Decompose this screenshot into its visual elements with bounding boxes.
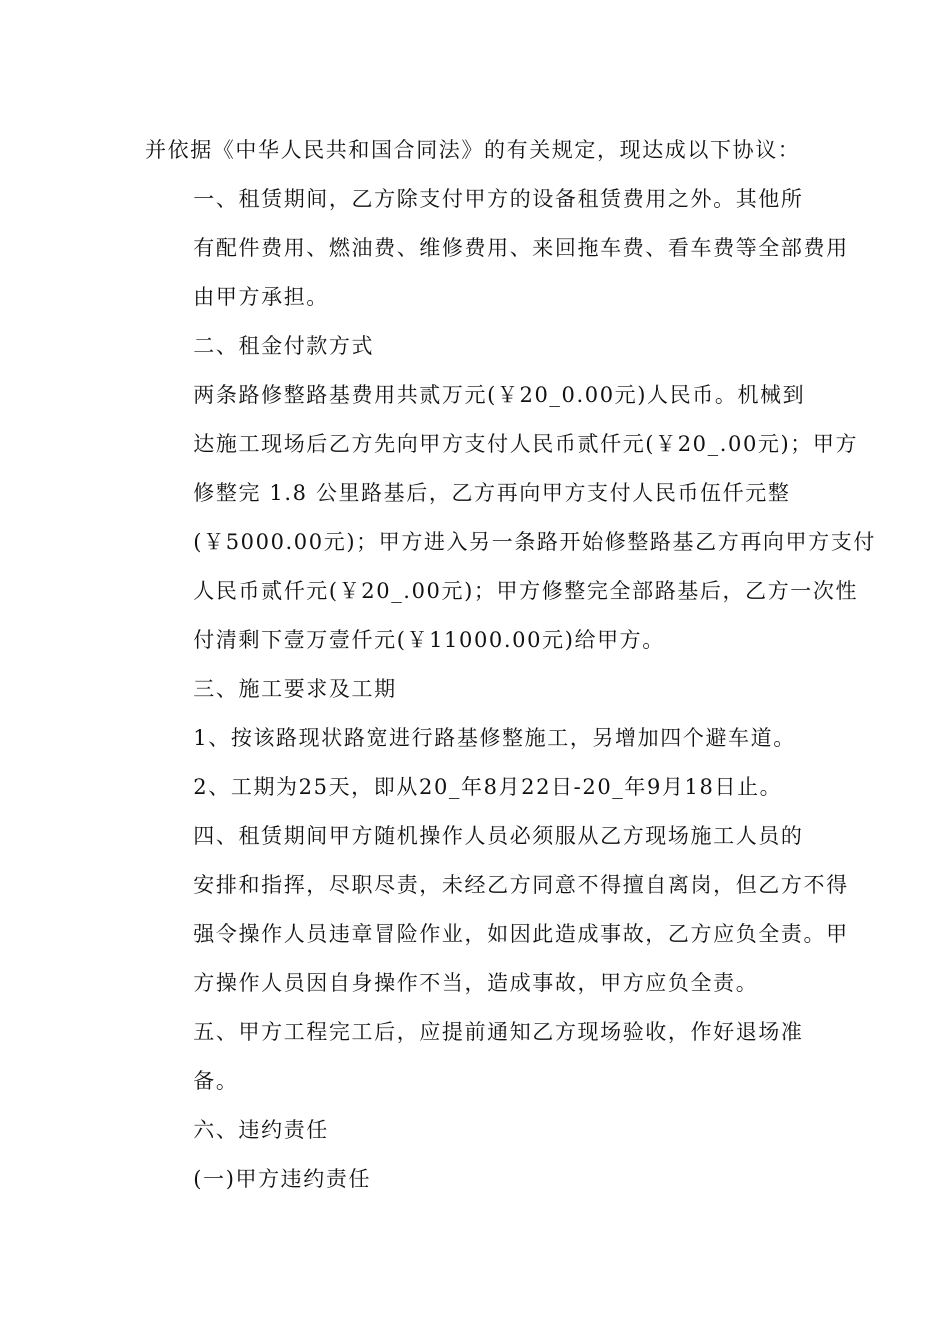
text-line: 安排和指挥，尽职尽责，未经乙方同意不得擅自离岗，但乙方不得 — [193, 873, 849, 897]
paragraph-payment-terms — [145, 371, 876, 665]
text-line: 人民币贰仟元(￥20_.00元)；甲方修整完全部路基后，乙方一次性 — [193, 579, 859, 603]
text-line: 有配件费用、燃油费、维修费用、来回拖车费、看车费等全部费用 — [193, 236, 849, 260]
paragraph-clause-one — [145, 175, 849, 322]
text-line: 二、租金付款方式 — [193, 334, 375, 358]
heading-clause-two — [145, 322, 807, 371]
text-line: 由甲方承担。 — [193, 285, 329, 309]
text-line: 1、按该路现状路宽进行路基修整施工，另增加四个避车道。 — [193, 726, 796, 750]
text-line: 六、违约责任 — [193, 1118, 329, 1142]
text-line: 修整完 1.8 公里路基后，乙方再向甲方支付人民币伍仟元整 — [193, 481, 791, 505]
text-line: (一)甲方违约责任 — [193, 1167, 372, 1191]
text-line: 强令操作人员违章冒险作业，如因此造成事故，乙方应负全责。甲 — [193, 922, 849, 946]
text-line: 一、租赁期间，乙方除支付甲方的设备租赁费用之外。其他所 — [193, 187, 804, 211]
heading-clause-three — [145, 665, 807, 714]
paragraph-clause-four — [145, 812, 849, 1008]
text-line: 付清剩下壹万壹仟元(￥11000.00元)给甲方。 — [193, 628, 665, 652]
paragraph-item-two — [145, 763, 807, 812]
paragraph-basis — [145, 126, 807, 175]
heading-clause-six — [145, 1106, 807, 1155]
text-line: (￥5000.00元)；甲方进入另一条路开始修整路基乙方再向甲方支付 — [193, 530, 876, 554]
heading-party-a-liability — [145, 1155, 807, 1204]
text-line: 五、甲方工程完工后，应提前通知乙方现场验收，作好退场准 — [193, 1020, 804, 1044]
text-line: 达施工现场后乙方先向甲方支付人民币贰仟元(￥20_.00元)；甲方 — [193, 432, 859, 456]
paragraph-clause-five — [145, 1008, 807, 1106]
text-line: 四、租赁期间甲方随机操作人员必须服从乙方现场施工人员的 — [193, 824, 804, 848]
paragraph-item-one — [145, 714, 807, 763]
document-body — [145, 126, 876, 1204]
text-line: 两条路修整路基费用共贰万元(￥20_0.00元)人民币。机械到 — [193, 383, 806, 407]
text-line: 三、施工要求及工期 — [193, 677, 397, 701]
text-line: 方操作人员因自身操作不当，造成事故，甲方应负全责。 — [193, 971, 759, 995]
text-line: 2、工期为25天，即从20_年8月22日-20_年9月18日止。 — [193, 775, 783, 799]
text-line: 并依据《中华人民共和国合同法》的有关规定，现达成以下协议： — [145, 138, 801, 162]
text-line: 备。 — [193, 1069, 239, 1093]
